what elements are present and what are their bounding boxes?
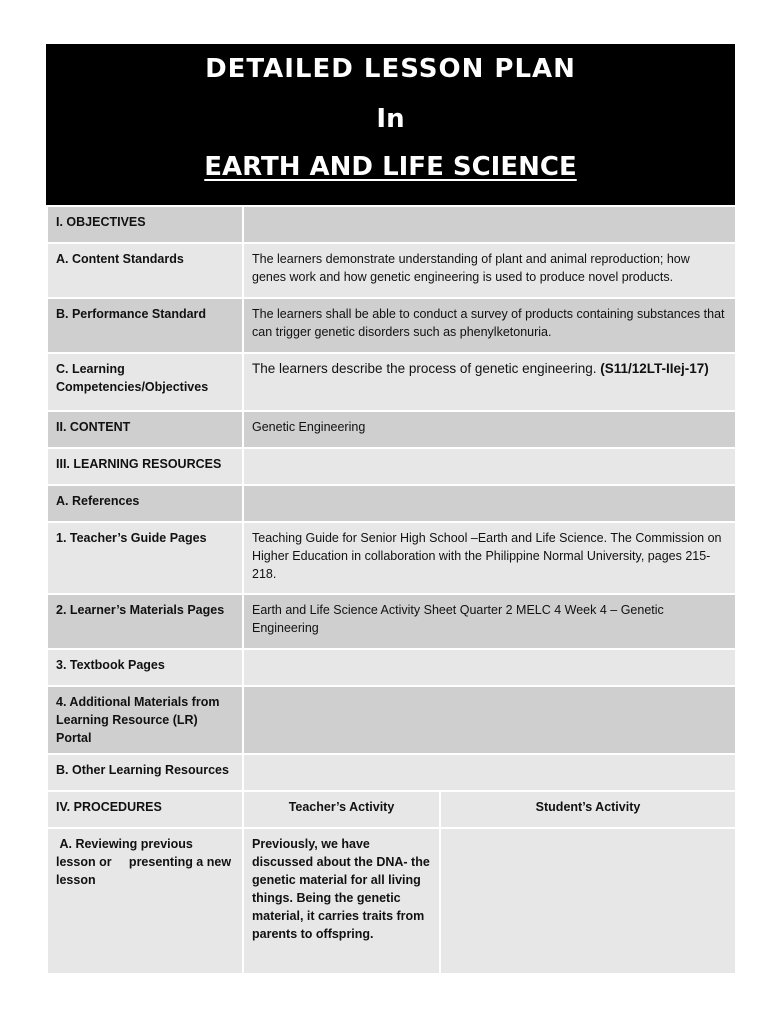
- competencies-value: [243, 353, 736, 411]
- additional-materials-value: [243, 686, 736, 754]
- learners-materials-value: Earth and Life Science Activity Sheet Quarter 2 MELC 4 Week 4 – Genetic Engineering: [243, 594, 736, 649]
- table-row: [47, 686, 736, 754]
- reviewing-teacher-activity: Previously, we have discussed about the DNA- the genetic material for all living things. Being the genetic material, it carries traits from parents to offspring.: [243, 828, 440, 974]
- textbook-value: [243, 649, 736, 686]
- table-row: [47, 791, 736, 828]
- learning-resources-label: III. LEARNING RESOURCES: [47, 448, 243, 485]
- student-activity-header: Student’s Activity: [440, 791, 736, 828]
- table-row: [47, 448, 736, 485]
- competencies-code: (S11/12LT-IIej-17): [600, 361, 709, 376]
- table-row: [47, 243, 736, 298]
- reviewing-student-activity: [440, 828, 736, 974]
- header-in: In: [376, 104, 405, 134]
- content-value: Genetic Engineering: [243, 411, 736, 448]
- table-row: [47, 754, 736, 791]
- table-row: [47, 828, 736, 974]
- teachers-guide-value: Teaching Guide for Senior High School –Earth and Life Science. The Commission on Higher Education in collaboration with the Philippine Normal University, pages 215-218.: [243, 522, 736, 594]
- additional-materials-label: 4. Additional Materials from Learning Resource (LR) Portal: [47, 686, 243, 754]
- performance-standard-label: B. Performance Standard: [47, 298, 243, 353]
- content-standards-label: A. Content Standards: [47, 243, 243, 298]
- document-header: [46, 44, 735, 205]
- references-label: A. References: [47, 485, 243, 522]
- header-subject: EARTH AND LIFE SCIENCE: [204, 152, 577, 182]
- reviewing-label: A. Reviewing previous lesson or presenting a new lesson: [47, 828, 243, 974]
- table-row: [47, 353, 736, 411]
- other-resources-value: [243, 754, 736, 791]
- performance-standard-value: The learners shall be able to conduct a survey of products containing substances that can trigger genetic disorders such as phenylketonuria.: [243, 298, 736, 353]
- table-row: [47, 522, 736, 594]
- header-title: DETAILED LESSON PLAN: [205, 54, 576, 84]
- table-row: [47, 206, 736, 243]
- table-row: [47, 485, 736, 522]
- textbook-label: 3. Textbook Pages: [47, 649, 243, 686]
- table-row: [47, 594, 736, 649]
- objectives-label: I. OBJECTIVES: [47, 206, 243, 243]
- lesson-plan-page: [46, 44, 735, 975]
- references-value: [243, 485, 736, 522]
- content-standards-value: The learners demonstrate understanding of plant and animal reproduction; how genes work and how genetic engineering is used to produce novel products.: [243, 243, 736, 298]
- procedures-label: IV. PROCEDURES: [47, 791, 243, 828]
- other-resources-label: B. Other Learning Resources: [47, 754, 243, 791]
- table-row: [47, 411, 736, 448]
- table-row: [47, 298, 736, 353]
- lesson-plan-table: [46, 205, 737, 975]
- competencies-text: The learners describe the process of genetic engineering.: [252, 361, 597, 376]
- competencies-label: C. Learning Competencies/Objectives: [47, 353, 243, 411]
- objectives-value: [243, 206, 736, 243]
- table-row: [47, 649, 736, 686]
- learning-resources-value: [243, 448, 736, 485]
- teacher-activity-header: Teacher’s Activity: [243, 791, 440, 828]
- learners-materials-label: 2. Learner’s Materials Pages: [47, 594, 243, 649]
- teachers-guide-label: 1. Teacher’s Guide Pages: [47, 522, 243, 594]
- content-label: II. CONTENT: [47, 411, 243, 448]
